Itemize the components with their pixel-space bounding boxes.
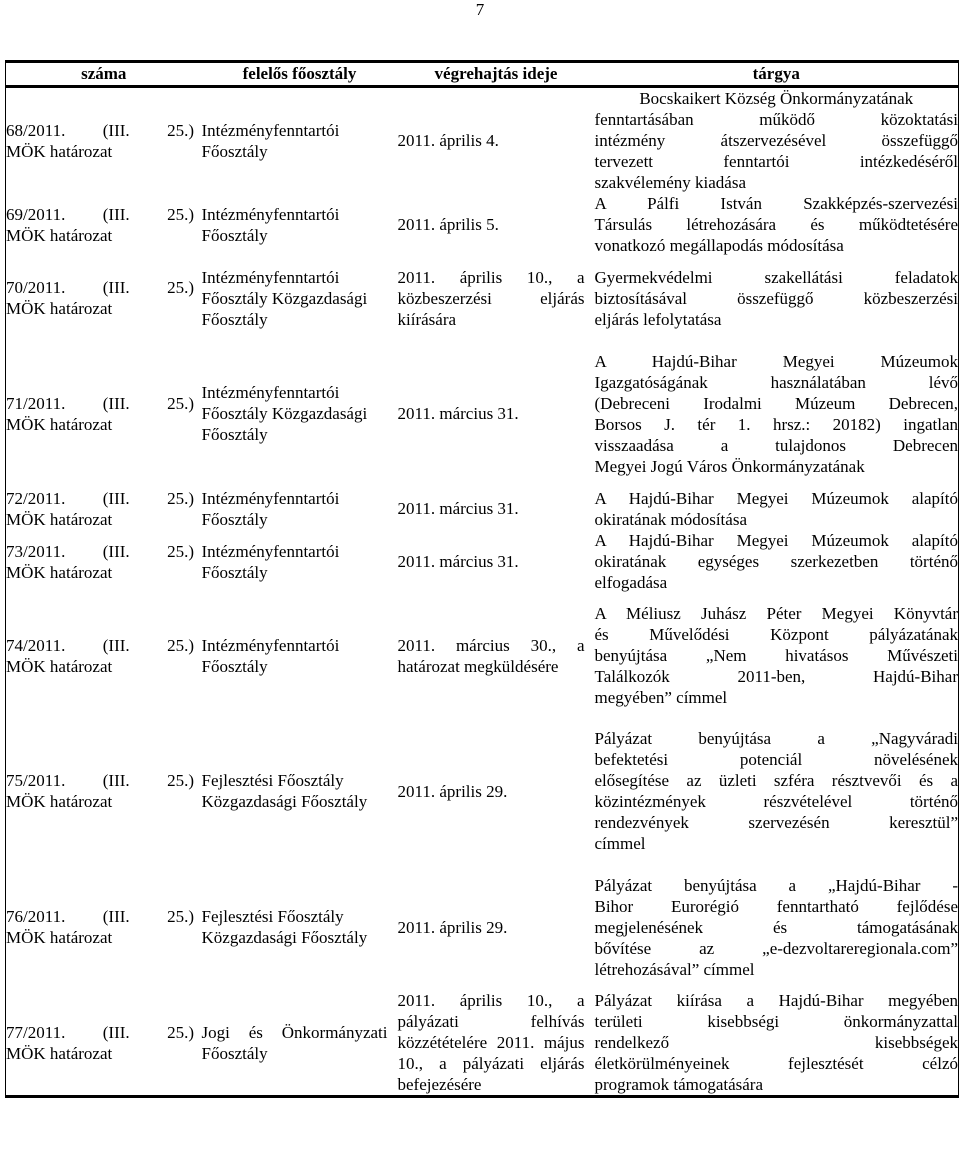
subject-cell: [595, 593, 959, 718]
subject-line: Borsos J. tér 1. hrsz.: 20182) ingatlan: [594, 414, 958, 434]
responsible-department: Intézményfenntartói Főosztály: [201, 635, 340, 676]
responsible-department: Jogi és Önkormányzati Főosztály: [201, 1022, 388, 1063]
subject-line: bővítése az „e-dezvoltareregionala.com”: [594, 938, 958, 958]
subject-line: visszaadása a tulajdonos Debrecen: [594, 435, 958, 455]
subject-line: Bihor Eurorégió fenntartható fejlődése: [594, 896, 958, 916]
responsible-department-cell: [202, 864, 398, 990]
subject-line: megyében” címmel: [594, 688, 728, 707]
resolution-number-part: (III.: [102, 204, 130, 224]
deadline: 2011. március 31.: [397, 404, 519, 423]
deadline: 2011. április 29.: [397, 781, 508, 801]
subject-line: Bocskaikert Község Önkormányzatának: [639, 89, 914, 108]
subject-line: címmel: [594, 834, 646, 853]
subject-line: Igazgatóságának használatában lévő: [594, 372, 958, 392]
subject-line: okiratának egységes szerkezetben történő: [594, 552, 958, 571]
responsible-department: Intézményfenntartói Főosztály: [201, 120, 340, 161]
resolution-number-line: [6, 906, 194, 927]
resolution-number-line: [6, 1022, 194, 1043]
table-row: [6, 990, 959, 1097]
subject-cell: [595, 718, 959, 864]
resolution-number-part: 68/2011.: [6, 120, 66, 140]
subject-line: Társulás létrehozására és működtetésére: [594, 215, 958, 234]
subject-line: intézmény átszervezésével összefüggő: [594, 131, 958, 150]
subject-line: tervezett fenntartói intézkedéséről: [594, 152, 958, 171]
table-row: [6, 256, 959, 340]
resolution-number-line: [6, 488, 194, 509]
resolution-number: [6, 718, 202, 864]
resolution-number-part: (III.: [102, 771, 130, 790]
subject-line: A Hajdú-Bihar Megyei Múzeumok: [594, 351, 958, 371]
resolution-number-part: 25.): [167, 393, 194, 413]
table-row: [6, 193, 959, 256]
subject-cell: [595, 193, 959, 256]
responsible-department-cell: [202, 487, 398, 530]
resolution-number-part: 25.): [167, 1022, 194, 1042]
subject-line: programok támogatására: [594, 1075, 764, 1094]
page-number: 7: [475, 0, 485, 19]
resolution-number: [6, 256, 202, 340]
subject-line: közintézmények részvételével történő: [594, 792, 958, 811]
subject-line: létrehozásával” címmel: [594, 959, 755, 979]
resolution-number: [6, 990, 202, 1097]
resolution-type: MÖK határozat: [6, 1043, 113, 1063]
resolution-number-line: [6, 635, 194, 656]
deadline-cell: [398, 718, 595, 864]
resolution-number-line: [6, 277, 194, 298]
responsible-department-cell: [202, 256, 398, 340]
resolution-type: MÖK határozat: [6, 656, 113, 676]
subject-line: életkörülményeinek fejlesztését célzó: [594, 1054, 958, 1073]
resolution-number-part: 25.): [167, 204, 194, 224]
resolution-number-part: 73/2011.: [6, 541, 66, 561]
subject-line: Pályázat kiírása a Hajdú-Bihar megyében: [594, 991, 958, 1010]
subject-line: Megyei Jogú Város Önkormányzatának: [594, 456, 865, 476]
resolution-number-part: 76/2011.: [6, 907, 66, 926]
deadline: 2011. április 5.: [397, 215, 499, 234]
resolution-number-part: 72/2011.: [6, 488, 66, 508]
subject-line: és Művelődési Központ pályázatának: [594, 625, 958, 644]
resolution-number-part: 74/2011.: [6, 635, 66, 655]
subject-line: befektetési potenciál növelésének: [594, 750, 958, 769]
resolution-number-part: 70/2011.: [6, 278, 66, 297]
resolution-number-part: 75/2011.: [6, 771, 66, 790]
subject-line: Gyermekvédelmi szakellátási feladatok: [594, 267, 958, 287]
deadline: 2011. április 10., a közbeszerzési eljárás kiírására: [397, 267, 585, 329]
resolution-number-part: 25.): [167, 488, 194, 508]
table-row: [6, 864, 959, 990]
deadline-cell: [398, 340, 595, 487]
header-subject: tárgya: [595, 62, 959, 87]
resolution-type: MÖK határozat: [6, 562, 113, 582]
table-row: [6, 87, 959, 194]
resolution-number-part: 25.): [167, 120, 194, 140]
subject-line: benyújtása „Nem hivatásos Művészeti: [594, 646, 958, 665]
resolution-number-part: 25.): [167, 541, 194, 561]
subject-line: rendelkező kisebbségek: [594, 1033, 958, 1052]
resolutions-table: [5, 60, 959, 1098]
resolution-number-part: (III.: [102, 1022, 130, 1042]
resolution-type: MÖK határozat: [6, 141, 113, 161]
subject-line: eljárás lefolytatása: [594, 309, 722, 329]
deadline: 2011. április 29.: [397, 917, 508, 937]
subject-line: biztosításával összefüggő közbeszerzési: [594, 288, 958, 308]
table-row: [6, 593, 959, 718]
deadline: 2011. március 31.: [397, 499, 519, 518]
subject-line: A Méliusz Juhász Péter Megyei Könyvtár: [594, 604, 958, 623]
table-row: [6, 487, 959, 530]
responsible-department-cell: [202, 193, 398, 256]
header-deadline: végrehajtás ideje: [398, 62, 595, 87]
subject-line: okiratának módosítása: [594, 509, 747, 529]
resolution-number-part: 25.): [167, 635, 194, 655]
resolution-type: MÖK határozat: [6, 414, 113, 434]
resolution-number-part: 71/2011.: [6, 393, 66, 413]
responsible-department-cell: [202, 990, 398, 1097]
resolution-number-line: [6, 770, 194, 791]
resolution-type: MÖK határozat: [6, 225, 113, 245]
subject-cell: [595, 530, 959, 593]
deadline-cell: [398, 256, 595, 340]
resolution-type: MÖK határozat: [6, 928, 113, 947]
responsible-department: Intézményfenntartói Főosztály Közgazdasági Főosztály: [201, 383, 368, 444]
resolution-type: MÖK határozat: [6, 792, 113, 811]
table-row: [6, 340, 959, 487]
subject-line: elfogadása: [594, 573, 668, 592]
subject-cell: [595, 487, 959, 530]
resolution-number-part: (III.: [102, 393, 130, 413]
resolution-number-line: [6, 204, 194, 225]
resolution-number: [6, 87, 202, 194]
subject-line: elősegítése az üzleti szféra résztvevői és a: [594, 771, 958, 790]
resolution-number-part: 77/2011.: [6, 1022, 66, 1042]
resolution-number: [6, 864, 202, 990]
resolution-number: [6, 340, 202, 487]
subject-line: A Pálfi István Szakképzés-szervezési: [594, 194, 958, 213]
deadline-cell: [398, 990, 595, 1097]
resolution-number: [6, 593, 202, 718]
resolution-number-part: 69/2011.: [6, 204, 66, 224]
subject-cell: [595, 864, 959, 990]
subject-line: megjelenésének és támogatásának: [594, 917, 958, 937]
subject-cell: [595, 256, 959, 340]
deadline-cell: [398, 193, 595, 256]
resolution-number: [6, 530, 202, 593]
resolution-number-part: 25.): [167, 278, 194, 297]
header-responsible: felelős főosztály: [202, 62, 398, 87]
subject-line: Találkozók 2011-ben, Hajdú-Bihar: [594, 667, 958, 686]
deadline: 2011. március 31.: [397, 552, 519, 571]
subject-line: (Debreceni Irodalmi Múzeum Debrecen,: [594, 393, 958, 413]
responsible-department: Intézményfenntartói Főosztály Közgazdasági Főosztály: [201, 267, 368, 329]
table-row: [6, 718, 959, 864]
subject-cell: [595, 340, 959, 487]
subject-line: területi kisebbségi önkormányzattal: [594, 1012, 958, 1031]
resolution-number-part: (III.: [102, 488, 130, 508]
deadline: 2011. március 30., a határozat megküldésére: [397, 635, 585, 676]
subject-line: szakvélemény kiadása: [594, 173, 747, 192]
resolution-number-line: [6, 120, 194, 141]
table-header-row: [6, 62, 959, 87]
table-row: [6, 530, 959, 593]
resolution-number-line: [6, 541, 194, 562]
resolution-number-part: (III.: [102, 541, 130, 561]
responsible-department-cell: [202, 530, 398, 593]
responsible-department: Intézményfenntartói Főosztály: [201, 488, 340, 529]
resolution-number: [6, 487, 202, 530]
responsible-department-cell: [202, 340, 398, 487]
deadline: 2011. április 10., a pályázati felhívás közzétételére 2011. május 10., a pályázati eljárás befejezésére: [397, 991, 585, 1094]
resolution-type: MÖK határozat: [6, 509, 113, 529]
header-number: száma: [6, 62, 202, 87]
subject-cell: [595, 87, 959, 194]
responsible-department-cell: [202, 593, 398, 718]
responsible-department: Fejlesztési Főosztály Közgazdasági Főosztály: [201, 907, 368, 947]
deadline-cell: [398, 487, 595, 530]
deadline-cell: [398, 593, 595, 718]
deadline-cell: [398, 530, 595, 593]
responsible-department-cell: [202, 87, 398, 194]
responsible-department: Intézményfenntartói Főosztály: [201, 541, 340, 582]
resolution-number: [6, 193, 202, 256]
subject-line: A Hajdú-Bihar Megyei Múzeumok alapító: [594, 531, 958, 550]
responsible-department: Intézményfenntartói Főosztály: [201, 204, 340, 245]
subject-line: Pályázat benyújtása a „Nagyváradi: [594, 729, 958, 748]
resolution-number-line: [6, 393, 194, 414]
subject-cell: [595, 990, 959, 1097]
subject-line: rendezvények szervezésén keresztül”: [594, 813, 958, 832]
subject-line: A Hajdú-Bihar Megyei Múzeumok alapító: [594, 488, 958, 508]
resolution-type: MÖK határozat: [6, 299, 113, 318]
responsible-department: Fejlesztési Főosztály Közgazdasági Főosztály: [201, 771, 368, 811]
resolution-number-part: (III.: [102, 635, 130, 655]
resolution-number-part: (III.: [102, 120, 130, 140]
resolution-number-part: 25.): [167, 771, 194, 790]
subject-line: fenntartásában működő közoktatási: [594, 110, 958, 129]
resolution-number-part: (III.: [102, 278, 130, 297]
responsible-department-cell: [202, 718, 398, 864]
subject-line: vonatkozó megállapodás módosítása: [594, 236, 844, 255]
resolution-number-part: 25.): [167, 907, 194, 926]
deadline-cell: [398, 864, 595, 990]
deadline: 2011. április 4.: [397, 131, 499, 150]
deadline-cell: [398, 87, 595, 194]
subject-line: Pályázat benyújtása a „Hajdú-Bihar -: [594, 875, 958, 895]
resolution-number-part: (III.: [102, 907, 130, 926]
